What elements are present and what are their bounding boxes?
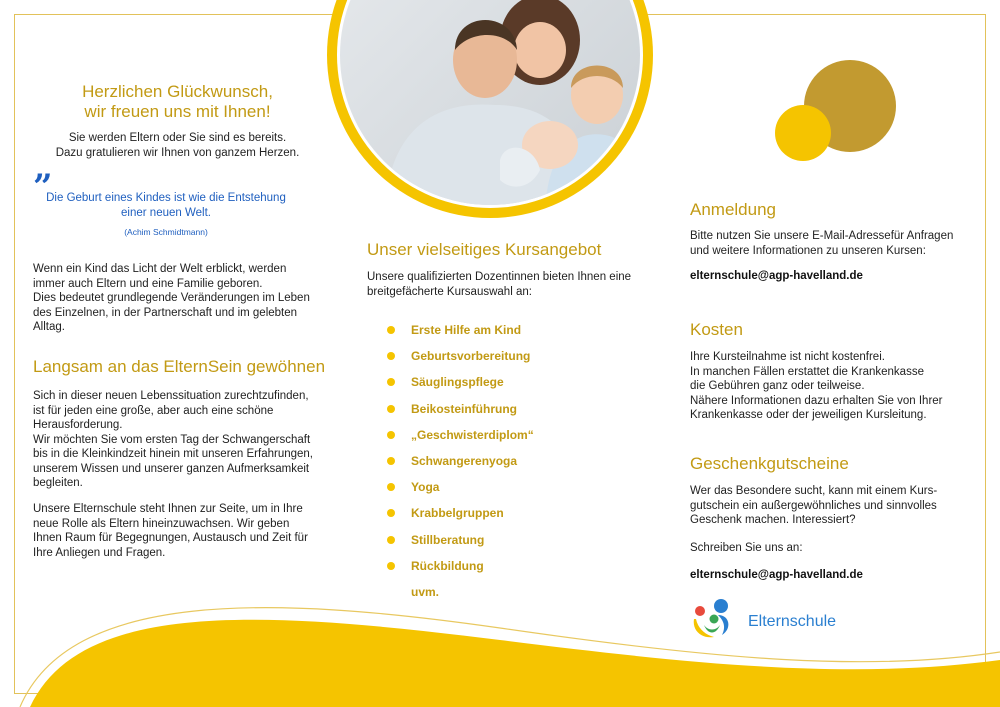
intro-text [40,131,315,160]
course-item [387,428,534,454]
kosten-line: Krankenkasse oder der jeweiligen Kursleitung. [690,409,927,421]
section-title-elternsein: Langsam an das ElternSein gewöhnen [33,357,326,376]
quote-mark-icon: ” [33,167,53,207]
anmeldung-line: Bitte nutzen Sie unsere E-Mail-Adressefür Anfragen [690,230,954,242]
kosten-line: Nähere Informationen dazu erhalten Sie von Ihrer [690,394,943,407]
course-item [387,402,534,428]
greeting-line1: Herzlichen Glückwunsch, [82,82,273,101]
course-item [387,506,534,532]
para2-line: bis in die Kleinkindzeit hinein mit unseren Erfahrungen, [33,448,313,460]
para2-line: Herausforderung. [33,419,123,431]
para2-line: Sich in dieser neuen Lebenssituation zurechtzufinden, [33,390,309,402]
para2-line: Wir möchten Sie vom ersten Tag der Schwangerschaft [33,433,311,446]
para1-line: Alltag. [33,321,65,333]
intro-line2: Dazu gratulieren wir Ihnen von ganzem Herzen. [55,146,300,159]
kosten-line: In manchen Fällen erstattet die Krankenkasse [690,365,924,378]
anmeldung-text [690,229,980,258]
bullet-dot-icon [387,326,395,334]
course-list [387,323,534,585]
para1-line: immer auch Eltern und eine Familie geboren. [33,277,263,290]
greeting-heading [55,82,300,122]
para2-line: unserem Wissen und unserer ganzen Aufmerksamkeit [33,462,310,475]
bullet-dot-icon [387,509,395,517]
quote-block [40,191,292,237]
greeting-line2: wir freuen uns mit Ihnen! [84,102,271,121]
intro-paragraph [33,262,328,335]
bullet-dot-icon [387,431,395,439]
courses-intro-line: breitgefächerte Kursauswahl an: [367,285,532,298]
course-label: Krabbelgruppen [411,506,504,521]
bullet-dot-icon [387,536,395,544]
gutschein-line: Wer das Besondere sucht, kann mit einem Kurs- [690,485,938,497]
para1-line: des Einzelnen, in der Partnerschaft und im gelebten [33,306,298,319]
anmeldung-line: und weitere Informationen zu unseren Kursen: [690,244,926,257]
course-label: „Geschwisterdiplom“ [411,427,534,442]
course-item [387,533,534,559]
para2-line: ist für jeden eine große, aber auch eine schöne [33,404,274,417]
kosten-line: die Gebühren ganz oder teilweise. [690,380,865,392]
bullet-dot-icon [387,378,395,386]
gutschein-text [690,484,980,528]
quote-author: (Achim Schmidtmann) [124,227,208,237]
paragraph-lebenssituation [33,389,333,491]
para2-line: begleiten. [33,477,83,489]
courses-title: Unser vielseitiges Kursangebot [367,240,602,259]
courses-intro-line: Unsere qualifizierten Dozentinnen bieten Ihnen eine [367,271,632,283]
family-photo [325,0,655,220]
paragraph-elternschule [33,502,333,560]
course-item [387,454,534,480]
para3-line: Ihnen Raum für Begegnungen, Austausch und Zeit für [33,532,308,544]
decorative-circles [770,55,900,170]
bullet-dot-icon [387,562,395,570]
course-item [387,323,534,349]
bullet-dot-icon [387,405,395,413]
course-item [387,559,534,585]
course-label: Beikosteinführung [411,401,518,416]
para3-line: Unsere Elternschule steht Ihnen zur Seite, um in Ihre [33,503,303,515]
course-item [387,480,534,506]
para1-line: Wenn ein Kind das Licht der Welt erblickt, werden [33,263,287,275]
course-item [387,349,534,375]
gutschein-title: Geschenkgutscheine [690,454,849,473]
kosten-text [690,350,980,423]
bullet-dot-icon [387,483,395,491]
course-label: Schwangerenyoga [411,453,518,468]
kosten-title: Kosten [690,320,743,339]
course-label: Stillberatung [411,532,485,547]
course-label: Rückbildung [411,558,484,573]
anmeldung-title: Anmeldung [690,200,777,219]
para1-line: Dies bedeutet grundlegende Veränderungen im Leben [33,292,310,304]
course-item [387,375,534,401]
email-link-2[interactable]: elternschule@agp-havelland.de [690,569,863,581]
bullet-dot-icon [387,352,395,360]
course-label: Erste Hilfe am Kind [411,323,522,337]
kosten-line: Ihre Kursteilnahme ist nicht kostenfrei. [690,351,885,363]
para3-line: neue Rolle als Eltern hineinzuwachsen. Wir geben [33,517,290,530]
para3-line: Ihre Anliegen und Fragen. [33,546,166,559]
quote-line1: Die Geburt eines Kindes ist wie die Entstehung [46,192,286,204]
quote-line2: einer neuen Welt. [121,206,211,219]
courses-more: uvm. [411,585,440,599]
bullet-dot-icon [387,457,395,465]
course-label: Yoga [411,480,440,495]
course-label: Säuglingspflege [411,375,504,390]
gutschein-line: Geschenk machen. Interessiert? [690,514,856,526]
elternschule-logo-icon [690,597,736,643]
courses-intro [367,270,657,299]
course-label: Geburtsvorbereitung [411,349,531,364]
schreiben-text: Schreiben Sie uns an: [690,542,803,554]
logo-text: Elternschule [748,613,837,630]
intro-line1: Sie werden Eltern oder Sie sind es bereits. [68,132,287,144]
email-link[interactable]: elternschule@agp-havelland.de [690,270,863,282]
gutschein-line: gutschein ein außergewöhnliches und sinnvolles [690,499,937,512]
